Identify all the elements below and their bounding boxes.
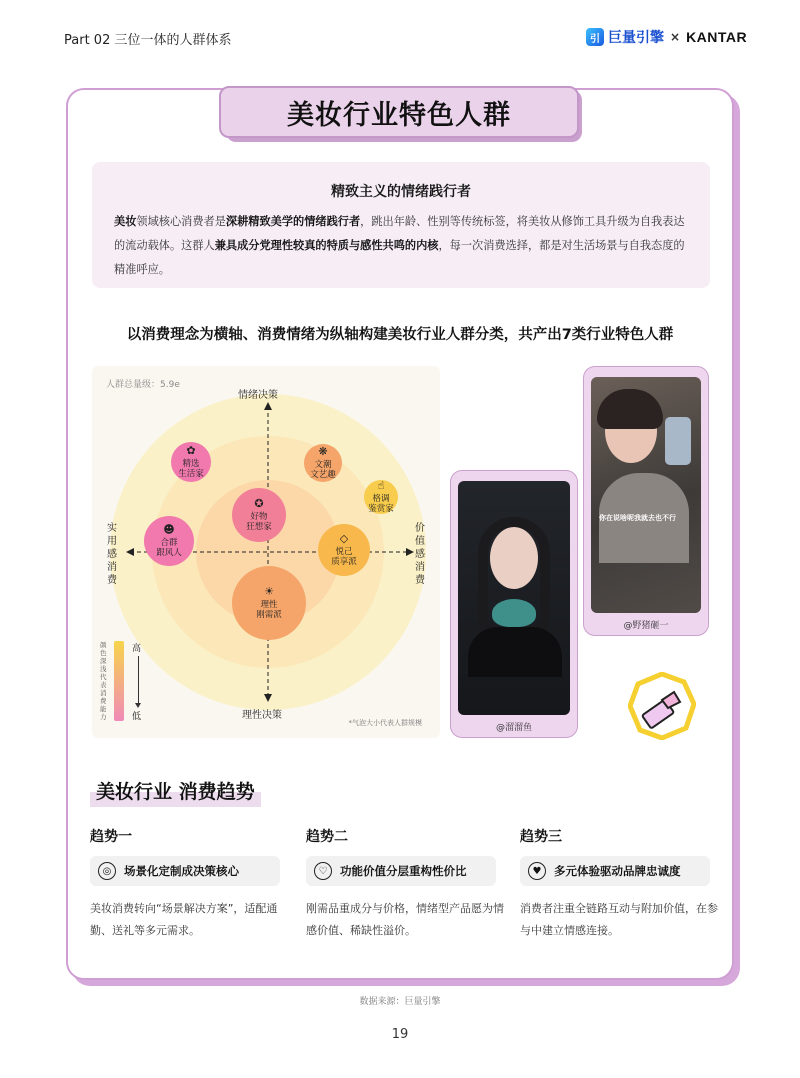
part-header: Part 02 三位一体的人群体系 bbox=[64, 33, 232, 48]
bubble-goods-enthusiast bbox=[232, 488, 286, 542]
bubble-label: 格调 bbox=[372, 494, 390, 504]
logo-separator: × bbox=[670, 30, 681, 44]
model-outfit bbox=[468, 627, 562, 677]
intro-bold-1: 美妆 bbox=[114, 215, 137, 228]
trend-description: 美妆消费转向“场景解决方案”，适配通勤、送礼等多元需求。 bbox=[90, 902, 278, 937]
phone-screen-left bbox=[458, 481, 570, 715]
hand-icon: ☝ bbox=[377, 479, 385, 492]
intro-text-2: ，跳出年龄、性别等传统标签，将美妆从修饰工具升级为自我表达的流动载体。这群人 bbox=[114, 215, 685, 252]
trend-description: 消费者注重全链路互动与附加价值，在参与中建立情感连接。 bbox=[520, 902, 718, 937]
lipstick-icon bbox=[628, 672, 696, 740]
intro-text-1: 领域核心消费者是 bbox=[136, 215, 226, 228]
bubble-label: 合群 bbox=[160, 538, 178, 548]
trend-label: 趋势三 bbox=[520, 829, 562, 845]
legend-low-label: 低 bbox=[132, 712, 142, 722]
trend-pill bbox=[306, 856, 496, 886]
lightbulb-icon: ☀ bbox=[264, 585, 274, 598]
bubble-label: 质享派 bbox=[331, 557, 357, 567]
oceanengine-logo-icon: 引 bbox=[586, 28, 604, 46]
spark-icon: ❋ bbox=[318, 445, 328, 458]
shopping-basket-icon: ✿ bbox=[186, 444, 196, 457]
bubble-rational-need bbox=[232, 566, 306, 640]
heart-diamond-icon: ♡ bbox=[314, 862, 332, 880]
axis-top-label: 情绪决策 bbox=[238, 390, 278, 401]
segmentation-heading: 以消费理念为横轴、消费情绪为纵轴构建美妆行业人群分类，共产出7类行业特色人群 bbox=[126, 327, 674, 343]
quadrant-rings bbox=[92, 366, 440, 738]
bubble-label: 生活家 bbox=[178, 469, 204, 479]
trend-pill-text: 功能价值分层重构性价比 bbox=[340, 864, 467, 878]
bubble-label: 好物 bbox=[250, 512, 268, 522]
video-caption: 你在说啥呢我就去也不行 bbox=[599, 514, 676, 522]
left-phone-handle: @溜溜鱼 bbox=[495, 723, 532, 733]
brand-logos bbox=[586, 27, 747, 47]
disc-icon: ◎ bbox=[98, 862, 116, 880]
axis-left-label: 实用感消费 bbox=[107, 523, 117, 586]
bubble-label: 理性 bbox=[260, 600, 278, 610]
axis-bottom-label: 理性决策 bbox=[242, 710, 282, 721]
intro-heading: 精致主义的情绪践行者 bbox=[331, 184, 471, 200]
segment-quadrant-chart bbox=[92, 366, 440, 738]
trend-pill-text: 多元体验驱动品牌忠诚度 bbox=[554, 864, 681, 878]
bubble-label: 鉴赏家 bbox=[368, 504, 394, 514]
page-number: 19 bbox=[391, 1027, 409, 1042]
people-icon: ✪ bbox=[254, 497, 264, 510]
bubble-label: 悦己 bbox=[335, 547, 353, 557]
necklace bbox=[492, 599, 536, 627]
legend-arrow bbox=[138, 656, 139, 704]
page-title: 美妆行业特色人群 bbox=[287, 99, 511, 131]
trend-pill bbox=[520, 856, 710, 886]
phone-mockup-right bbox=[583, 366, 709, 636]
phone-screen-right bbox=[591, 377, 701, 613]
bubble-label: 跟风人 bbox=[156, 548, 182, 558]
intro-bold-3: 兼具成分党理性较真的特质与感性共鸣的内核 bbox=[214, 239, 439, 252]
bubble-label: 文艺趣 bbox=[310, 470, 336, 480]
trend-pill-text: 场景化定制成决策核心 bbox=[124, 864, 239, 878]
color-legend-bar bbox=[114, 641, 124, 721]
trend-card-1 bbox=[90, 826, 290, 942]
trend-card-2 bbox=[306, 826, 506, 942]
trend-label: 趋势一 bbox=[90, 829, 132, 845]
diamond-icon: ◇ bbox=[339, 532, 349, 545]
trend-label: 趋势二 bbox=[306, 829, 348, 845]
legend-high-label: 高 bbox=[132, 644, 142, 654]
intro-box bbox=[92, 162, 710, 288]
kantar-logo-text: KANTAR bbox=[686, 29, 748, 45]
trend-pill bbox=[90, 856, 280, 886]
bubble-label: 精选 bbox=[182, 459, 200, 469]
bubble-selective-lifestyle bbox=[171, 442, 211, 482]
right-phone-handle: @野猪砸一 bbox=[623, 621, 669, 631]
segment-size-note: 人群总量级：5.9e bbox=[106, 380, 180, 390]
bubble-artsy bbox=[304, 444, 342, 482]
chart-footnote: *气泡大小代表人群规模 bbox=[348, 719, 422, 727]
bubble-label: 文潮 bbox=[314, 460, 332, 470]
bubble-follower bbox=[144, 516, 194, 566]
intro-text-3: ，每一次消费选择，都是对生活场景与自我态度的精准呼应。 bbox=[114, 239, 685, 276]
person-hair bbox=[597, 389, 663, 429]
bubble-taste-connoisseur bbox=[364, 480, 398, 514]
axis-right-label: 价值感消费 bbox=[415, 523, 425, 586]
held-phone bbox=[665, 417, 691, 465]
title-banner bbox=[219, 86, 579, 138]
trend-card-3 bbox=[520, 826, 720, 942]
bubble-label: 刚需派 bbox=[256, 610, 282, 620]
color-legend-caption: 颜色深浅代表消费能力 bbox=[100, 641, 107, 721]
intro-paragraph bbox=[114, 210, 688, 282]
oceanengine-logo-text: 巨量引擎 bbox=[608, 30, 664, 46]
data-source: 数据来源：巨量引擎 bbox=[359, 997, 441, 1007]
trend-description: 刚需品重成分与价格，情绪型产品愿为情感价值、稀缺性溢价。 bbox=[306, 902, 504, 937]
phone-mockup-left bbox=[450, 470, 578, 738]
bubble-label: 狂想家 bbox=[246, 522, 272, 532]
bubble-self-pleasure bbox=[318, 524, 370, 576]
group-icon: ☻ bbox=[163, 523, 175, 536]
user-heart-icon: ♥ bbox=[528, 862, 546, 880]
trend-section-title: 美妆行业 消费趋势 bbox=[90, 774, 261, 807]
intro-bold-2: 深耕精致美学的情绪践行者 bbox=[225, 215, 361, 228]
